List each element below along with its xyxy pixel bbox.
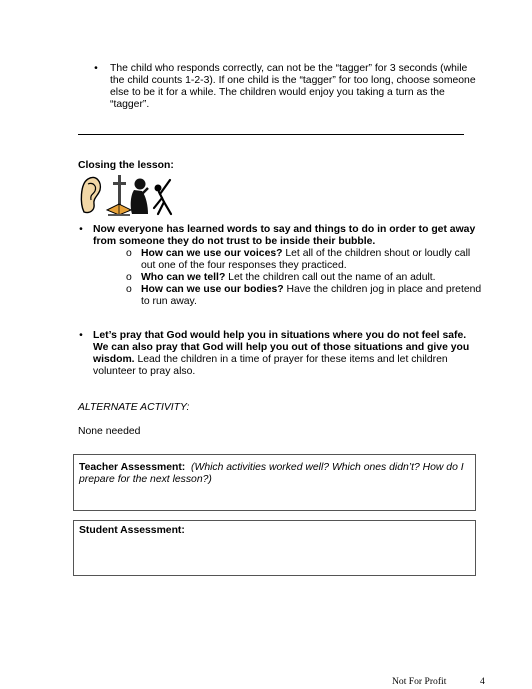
sub-item-tell: Who can we tell? Let the children call out the name of an adult. bbox=[141, 272, 436, 283]
sub-item-bodies: How can we use our bodies? Have the children jog in place and pretend bbox=[141, 284, 482, 295]
teacher-assessment-line-1: Teacher Assessment: (Which activities worked well? Which ones didn’t? How do I bbox=[79, 462, 464, 473]
bullet1-line-2: from someone they do not trust to be inside their bubble. bbox=[93, 236, 376, 247]
sub-item-voices-line-2: out one of the four responses they practiced. bbox=[141, 260, 347, 271]
stretching-figure-icon bbox=[154, 180, 171, 214]
footer-text: Not For Profit bbox=[392, 676, 447, 687]
intro-line-2: the child counts 1-2-3). If one child is the “tagger” for too long, choose someone bbox=[110, 75, 476, 86]
alternate-activity-text: None needed bbox=[78, 426, 141, 437]
sub-item-bodies-line-2: to run away. bbox=[141, 296, 197, 307]
section-divider bbox=[78, 134, 464, 135]
bullet-dot: • bbox=[79, 224, 83, 235]
intro-line-1: The child who responds correctly, can not be the “tagger” for 3 seconds (while bbox=[110, 63, 468, 74]
praying-child-icon bbox=[131, 179, 148, 215]
teacher-assessment-box bbox=[73, 454, 476, 511]
ear-icon bbox=[81, 177, 100, 212]
closing-clipart bbox=[78, 174, 178, 218]
bullet2-line-2: We can also pray that God will help you out of those situations and give you bbox=[93, 342, 470, 353]
sub-item-voices: How can we use our voices? Let all of the children shout or loudly call bbox=[141, 248, 471, 259]
bullet-dot: • bbox=[94, 63, 98, 74]
footer-page-number: 4 bbox=[480, 676, 485, 687]
student-assessment-box bbox=[73, 520, 476, 576]
student-assessment-label: Student Assessment: bbox=[79, 525, 185, 536]
bullet1-line-1: Now everyone has learned words to say and things to do in order to get away bbox=[93, 224, 476, 235]
teacher-assessment-line-2: prepare for the next lesson?) bbox=[79, 474, 212, 485]
bullet2-line-4: volunteer to pray also. bbox=[93, 366, 196, 377]
cross-bible-icon bbox=[107, 175, 131, 216]
bullet2-line-1: Let’s pray that God would help you in situations where you do not feel safe. bbox=[93, 330, 467, 341]
bullet-dot: • bbox=[79, 330, 83, 341]
sub-bullet-marker: o bbox=[126, 284, 132, 295]
sub-bullet-marker: o bbox=[126, 272, 132, 283]
alternate-activity-heading: ALTERNATE ACTIVITY: bbox=[78, 402, 190, 413]
sub-bullet-marker: o bbox=[126, 248, 132, 259]
intro-line-3: else to be it for a while. The children would enjoy you taking a turn as the bbox=[110, 87, 445, 98]
bullet2-line-3: wisdom. Lead the children in a time of prayer for these items and let children bbox=[93, 354, 448, 365]
closing-heading: Closing the lesson: bbox=[78, 160, 174, 171]
intro-line-4: “tagger”. bbox=[110, 99, 150, 110]
